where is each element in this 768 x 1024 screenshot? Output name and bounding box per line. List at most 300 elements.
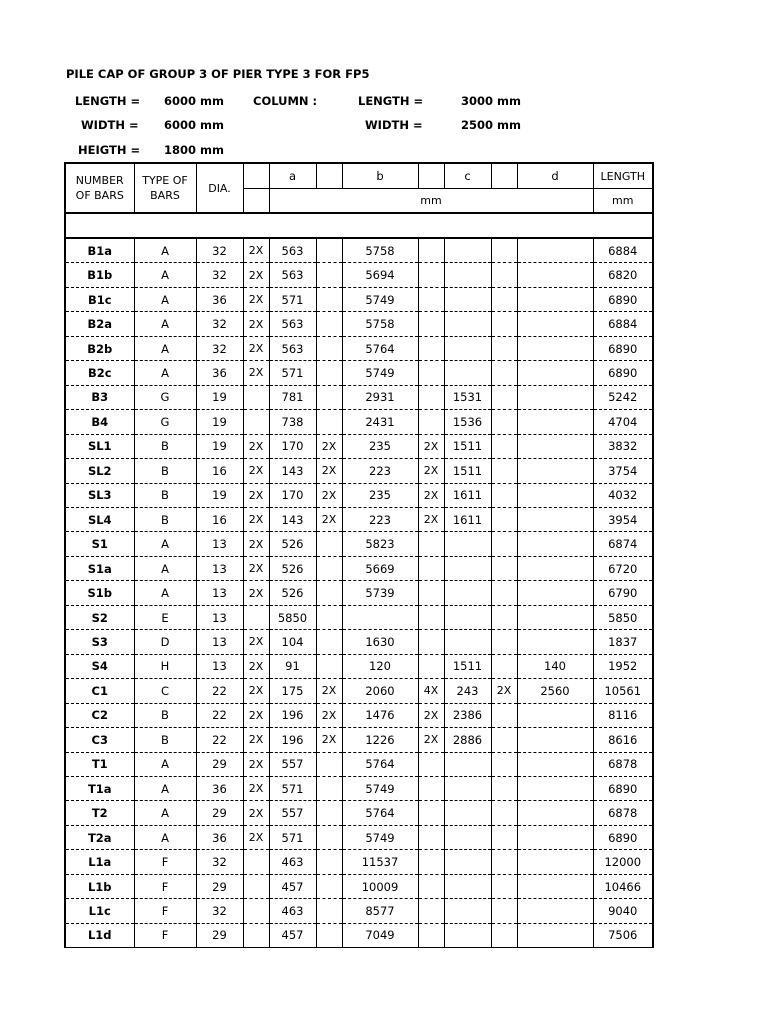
table-row <box>65 728 653 752</box>
dim-c <box>444 556 491 580</box>
dim-a: 104 <box>269 630 316 654</box>
bar-dia: 36 <box>196 825 243 849</box>
mult-c <box>418 581 444 605</box>
mult-b <box>316 312 342 336</box>
bar-type: A <box>134 581 196 605</box>
dim-a: 563 <box>269 263 316 287</box>
table-row <box>65 385 653 409</box>
bar-type: A <box>134 336 196 360</box>
bar-dia: 36 <box>196 361 243 385</box>
dim-b: 5823 <box>342 532 418 556</box>
header-blank <box>316 163 342 189</box>
bar-type: E <box>134 605 196 629</box>
header-blank <box>491 163 517 189</box>
dim-c <box>444 605 491 629</box>
mult-b <box>316 556 342 580</box>
mult-d <box>491 287 517 311</box>
dim-c <box>444 263 491 287</box>
dim-d <box>517 459 593 483</box>
dim-a: 526 <box>269 532 316 556</box>
bar-length: 6884 <box>593 312 653 336</box>
mult-d <box>491 263 517 287</box>
mult-c <box>418 312 444 336</box>
dim-a: 196 <box>269 728 316 752</box>
width-label: WIDTH = <box>81 118 139 132</box>
bar-mark: T2 <box>65 801 134 825</box>
dim-c <box>444 532 491 556</box>
mult-d <box>491 483 517 507</box>
bar-length: 12000 <box>593 850 653 874</box>
mult-c <box>418 361 444 385</box>
bar-dia: 32 <box>196 899 243 923</box>
bar-dia: 13 <box>196 605 243 629</box>
dim-b: 1476 <box>342 703 418 727</box>
table-body <box>65 238 653 948</box>
mult-c <box>418 263 444 287</box>
bar-type: A <box>134 801 196 825</box>
bar-mark: B3 <box>65 385 134 409</box>
header-spacer <box>65 213 653 238</box>
mult-a: 2X <box>243 581 269 605</box>
dim-c: 2386 <box>444 703 491 727</box>
mult-a: 2X <box>243 263 269 287</box>
bar-length: 3832 <box>593 434 653 458</box>
bar-mark: S2 <box>65 605 134 629</box>
mult-a: 2X <box>243 238 269 263</box>
bar-type: A <box>134 532 196 556</box>
bar-length: 10561 <box>593 679 653 703</box>
mult-c <box>418 776 444 800</box>
mult-d <box>491 654 517 678</box>
bar-mark: B1b <box>65 263 134 287</box>
dim-d <box>517 825 593 849</box>
mult-b <box>316 752 342 776</box>
bar-type: A <box>134 263 196 287</box>
table-row <box>65 776 653 800</box>
bar-length: 6890 <box>593 776 653 800</box>
dim-d <box>517 850 593 874</box>
bar-dia: 32 <box>196 238 243 263</box>
mult-c: 2X <box>418 459 444 483</box>
dim-b: 8577 <box>342 899 418 923</box>
mult-b: 2X <box>316 679 342 703</box>
dim-d: 2560 <box>517 679 593 703</box>
mult-c: 2X <box>418 728 444 752</box>
mult-b <box>316 825 342 849</box>
dim-d <box>517 899 593 923</box>
bar-length: 1837 <box>593 630 653 654</box>
bar-dia: 19 <box>196 483 243 507</box>
header-type-line2: BARS <box>150 189 180 202</box>
mult-c: 4X <box>418 679 444 703</box>
table-row <box>65 263 653 287</box>
dim-b: 235 <box>342 434 418 458</box>
dim-a: 457 <box>269 923 316 947</box>
bar-mark: B1c <box>65 287 134 311</box>
mult-a: 2X <box>243 728 269 752</box>
header-blank <box>418 163 444 189</box>
dim-d <box>517 776 593 800</box>
mult-b <box>316 336 342 360</box>
bar-type: B <box>134 483 196 507</box>
bar-mark: SL1 <box>65 434 134 458</box>
mult-c: 2X <box>418 434 444 458</box>
dim-a: 143 <box>269 459 316 483</box>
mult-a: 2X <box>243 312 269 336</box>
dim-c <box>444 874 491 898</box>
bar-type: A <box>134 312 196 336</box>
mult-d <box>491 507 517 531</box>
bar-dia: 22 <box>196 703 243 727</box>
bar-dia: 36 <box>196 776 243 800</box>
bar-mark: S1a <box>65 556 134 580</box>
mult-a: 2X <box>243 459 269 483</box>
dim-a: 170 <box>269 483 316 507</box>
bar-length: 6874 <box>593 532 653 556</box>
bar-mark: SL2 <box>65 459 134 483</box>
table-row <box>65 410 653 434</box>
bar-dia: 22 <box>196 679 243 703</box>
mult-b <box>316 581 342 605</box>
dim-b <box>342 605 418 629</box>
mult-d <box>491 923 517 947</box>
dim-a: 5850 <box>269 605 316 629</box>
bar-mark: T1 <box>65 752 134 776</box>
mult-d <box>491 630 517 654</box>
dim-a: 463 <box>269 899 316 923</box>
bar-mark: L1d <box>65 923 134 947</box>
header-number-line1: NUMBER <box>75 174 124 187</box>
dim-b: 5739 <box>342 581 418 605</box>
dim-a: 557 <box>269 752 316 776</box>
bar-mark: B2a <box>65 312 134 336</box>
bar-type: B <box>134 434 196 458</box>
mult-b <box>316 923 342 947</box>
mult-c <box>418 336 444 360</box>
bar-mark: S4 <box>65 654 134 678</box>
mult-b <box>316 238 342 263</box>
mult-a: 2X <box>243 825 269 849</box>
bar-type: B <box>134 507 196 531</box>
mult-c <box>418 385 444 409</box>
mult-a: 2X <box>243 801 269 825</box>
dim-a: 170 <box>269 434 316 458</box>
mult-c <box>418 410 444 434</box>
mult-b: 2X <box>316 507 342 531</box>
width-value: 6000 mm <box>164 118 224 132</box>
mult-d <box>491 434 517 458</box>
dim-b: 5764 <box>342 801 418 825</box>
mult-b <box>316 410 342 434</box>
bar-dia: 16 <box>196 507 243 531</box>
bar-mark: C3 <box>65 728 134 752</box>
bar-mark: S3 <box>65 630 134 654</box>
bar-dia: 29 <box>196 923 243 947</box>
dim-c <box>444 361 491 385</box>
mult-a <box>243 850 269 874</box>
mult-b: 2X <box>316 703 342 727</box>
dim-a: 563 <box>269 336 316 360</box>
dim-b: 7049 <box>342 923 418 947</box>
length-value: 6000 mm <box>164 94 224 108</box>
bar-mark: B1a <box>65 238 134 263</box>
header-type-line1: TYPE OF <box>142 174 188 187</box>
table-row <box>65 556 653 580</box>
mult-a: 2X <box>243 630 269 654</box>
table-row <box>65 507 653 531</box>
bar-length: 4704 <box>593 410 653 434</box>
dim-d <box>517 312 593 336</box>
mult-b <box>316 385 342 409</box>
dim-c <box>444 238 491 263</box>
dim-c: 1511 <box>444 654 491 678</box>
dim-c: 243 <box>444 679 491 703</box>
dim-b: 11537 <box>342 850 418 874</box>
dim-b: 235 <box>342 483 418 507</box>
bar-length: 8616 <box>593 728 653 752</box>
bar-length: 6890 <box>593 336 653 360</box>
mult-c <box>418 532 444 556</box>
bar-mark: T1a <box>65 776 134 800</box>
table-row <box>65 336 653 360</box>
bar-length: 5850 <box>593 605 653 629</box>
bar-type: B <box>134 459 196 483</box>
dim-c: 2886 <box>444 728 491 752</box>
mult-d <box>491 312 517 336</box>
dim-d <box>517 752 593 776</box>
dim-a: 571 <box>269 361 316 385</box>
dim-b: 5694 <box>342 263 418 287</box>
mult-b <box>316 850 342 874</box>
bar-length: 1952 <box>593 654 653 678</box>
bar-mark: C2 <box>65 703 134 727</box>
dim-c: 1611 <box>444 483 491 507</box>
dim-d <box>517 581 593 605</box>
mult-d <box>491 238 517 263</box>
bar-type: A <box>134 287 196 311</box>
length-label: LENGTH = <box>75 94 141 108</box>
mult-d <box>491 899 517 923</box>
dim-b: 5749 <box>342 776 418 800</box>
dim-c <box>444 850 491 874</box>
mult-a: 2X <box>243 336 269 360</box>
dim-b: 5764 <box>342 336 418 360</box>
dim-b: 5758 <box>342 312 418 336</box>
mult-c <box>418 874 444 898</box>
mult-c <box>418 923 444 947</box>
dim-c <box>444 581 491 605</box>
mult-d <box>491 850 517 874</box>
mult-d <box>491 336 517 360</box>
bar-type: F <box>134 850 196 874</box>
table-row <box>65 825 653 849</box>
dim-d <box>517 238 593 263</box>
mult-b <box>316 874 342 898</box>
dim-a: 781 <box>269 385 316 409</box>
bar-dia: 19 <box>196 410 243 434</box>
dim-d <box>517 630 593 654</box>
bar-type: F <box>134 874 196 898</box>
dim-a: 571 <box>269 776 316 800</box>
bar-dia: 19 <box>196 434 243 458</box>
dim-c <box>444 752 491 776</box>
bar-mark: C1 <box>65 679 134 703</box>
mult-c <box>418 850 444 874</box>
dim-b: 1630 <box>342 630 418 654</box>
dim-d <box>517 361 593 385</box>
bar-mark: L1c <box>65 899 134 923</box>
mult-a: 2X <box>243 654 269 678</box>
dim-a: 563 <box>269 312 316 336</box>
bar-type: G <box>134 410 196 434</box>
bar-type: A <box>134 361 196 385</box>
mult-d <box>491 385 517 409</box>
mult-b <box>316 361 342 385</box>
table-row <box>65 679 653 703</box>
column-label: COLUMN : <box>253 94 318 108</box>
mult-d <box>491 605 517 629</box>
table-row <box>65 581 653 605</box>
bar-length: 10466 <box>593 874 653 898</box>
dim-c <box>444 312 491 336</box>
dim-d <box>517 874 593 898</box>
bar-length: 6890 <box>593 287 653 311</box>
mult-d <box>491 581 517 605</box>
mult-a <box>243 605 269 629</box>
mult-d <box>491 410 517 434</box>
header-blank <box>243 189 269 214</box>
bar-length: 6890 <box>593 361 653 385</box>
mult-a: 2X <box>243 532 269 556</box>
dim-d <box>517 336 593 360</box>
dim-a: 196 <box>269 703 316 727</box>
bar-dia: 13 <box>196 556 243 580</box>
dim-c <box>444 923 491 947</box>
dim-c: 1511 <box>444 434 491 458</box>
dim-d <box>517 923 593 947</box>
table-row <box>65 459 653 483</box>
bar-length: 6890 <box>593 825 653 849</box>
mult-b <box>316 532 342 556</box>
bar-mark: SL3 <box>65 483 134 507</box>
dim-a: 143 <box>269 507 316 531</box>
bar-type: C <box>134 679 196 703</box>
mult-c <box>418 801 444 825</box>
dim-d <box>517 434 593 458</box>
table-row <box>65 850 653 874</box>
dim-d <box>517 287 593 311</box>
bar-mark: S1 <box>65 532 134 556</box>
table-row <box>65 605 653 629</box>
mult-d <box>491 752 517 776</box>
bar-mark: B2b <box>65 336 134 360</box>
table-row <box>65 532 653 556</box>
column-width-label: WIDTH = <box>365 118 423 132</box>
bar-dia: 36 <box>196 287 243 311</box>
mult-a: 2X <box>243 507 269 531</box>
dim-d <box>517 801 593 825</box>
dim-c: 1611 <box>444 507 491 531</box>
mult-d <box>491 556 517 580</box>
header-number-of-bars <box>65 163 134 213</box>
bar-dia: 13 <box>196 532 243 556</box>
header-b: b <box>342 163 418 189</box>
bar-length: 4032 <box>593 483 653 507</box>
mult-c: 2X <box>418 703 444 727</box>
bar-dia: 29 <box>196 874 243 898</box>
mult-d <box>491 703 517 727</box>
dim-a: 738 <box>269 410 316 434</box>
bar-dia: 16 <box>196 459 243 483</box>
mult-b <box>316 801 342 825</box>
table-row <box>65 483 653 507</box>
dim-a: 175 <box>269 679 316 703</box>
mult-b <box>316 263 342 287</box>
table-row <box>65 434 653 458</box>
dim-b: 2931 <box>342 385 418 409</box>
dim-b: 5758 <box>342 238 418 263</box>
bar-length: 6720 <box>593 556 653 580</box>
mult-b: 2X <box>316 459 342 483</box>
dim-b: 2060 <box>342 679 418 703</box>
mult-c: 2X <box>418 507 444 531</box>
mult-c <box>418 654 444 678</box>
mult-a: 2X <box>243 556 269 580</box>
dim-d <box>517 507 593 531</box>
bar-length: 6884 <box>593 238 653 263</box>
bar-type: F <box>134 899 196 923</box>
header-dia: DIA. <box>196 163 243 213</box>
bar-mark: B4 <box>65 410 134 434</box>
dim-d <box>517 263 593 287</box>
bar-type: D <box>134 630 196 654</box>
mult-a: 2X <box>243 434 269 458</box>
dim-a: 571 <box>269 287 316 311</box>
dim-c <box>444 630 491 654</box>
mult-a: 2X <box>243 703 269 727</box>
header-c: c <box>444 163 491 189</box>
mult-d <box>491 532 517 556</box>
dim-b: 10009 <box>342 874 418 898</box>
table-row <box>65 312 653 336</box>
bar-type: G <box>134 385 196 409</box>
dim-c: 1536 <box>444 410 491 434</box>
bar-type: F <box>134 923 196 947</box>
mult-a <box>243 923 269 947</box>
bar-dia: 32 <box>196 263 243 287</box>
dim-d <box>517 483 593 507</box>
bar-dia: 22 <box>196 728 243 752</box>
header-type-of-bars <box>134 163 196 213</box>
bar-length: 3754 <box>593 459 653 483</box>
height-label: HEIGTH = <box>78 143 141 157</box>
bar-mark: B2c <box>65 361 134 385</box>
mult-b <box>316 630 342 654</box>
table-row <box>65 899 653 923</box>
dim-d <box>517 605 593 629</box>
bar-type: A <box>134 825 196 849</box>
bar-length: 8116 <box>593 703 653 727</box>
dim-b: 5764 <box>342 752 418 776</box>
mult-d <box>491 728 517 752</box>
dim-a: 557 <box>269 801 316 825</box>
bar-length: 6790 <box>593 581 653 605</box>
bar-dia: 19 <box>196 385 243 409</box>
bar-mark: L1b <box>65 874 134 898</box>
mult-d <box>491 801 517 825</box>
bar-type: B <box>134 728 196 752</box>
bar-type: A <box>134 556 196 580</box>
